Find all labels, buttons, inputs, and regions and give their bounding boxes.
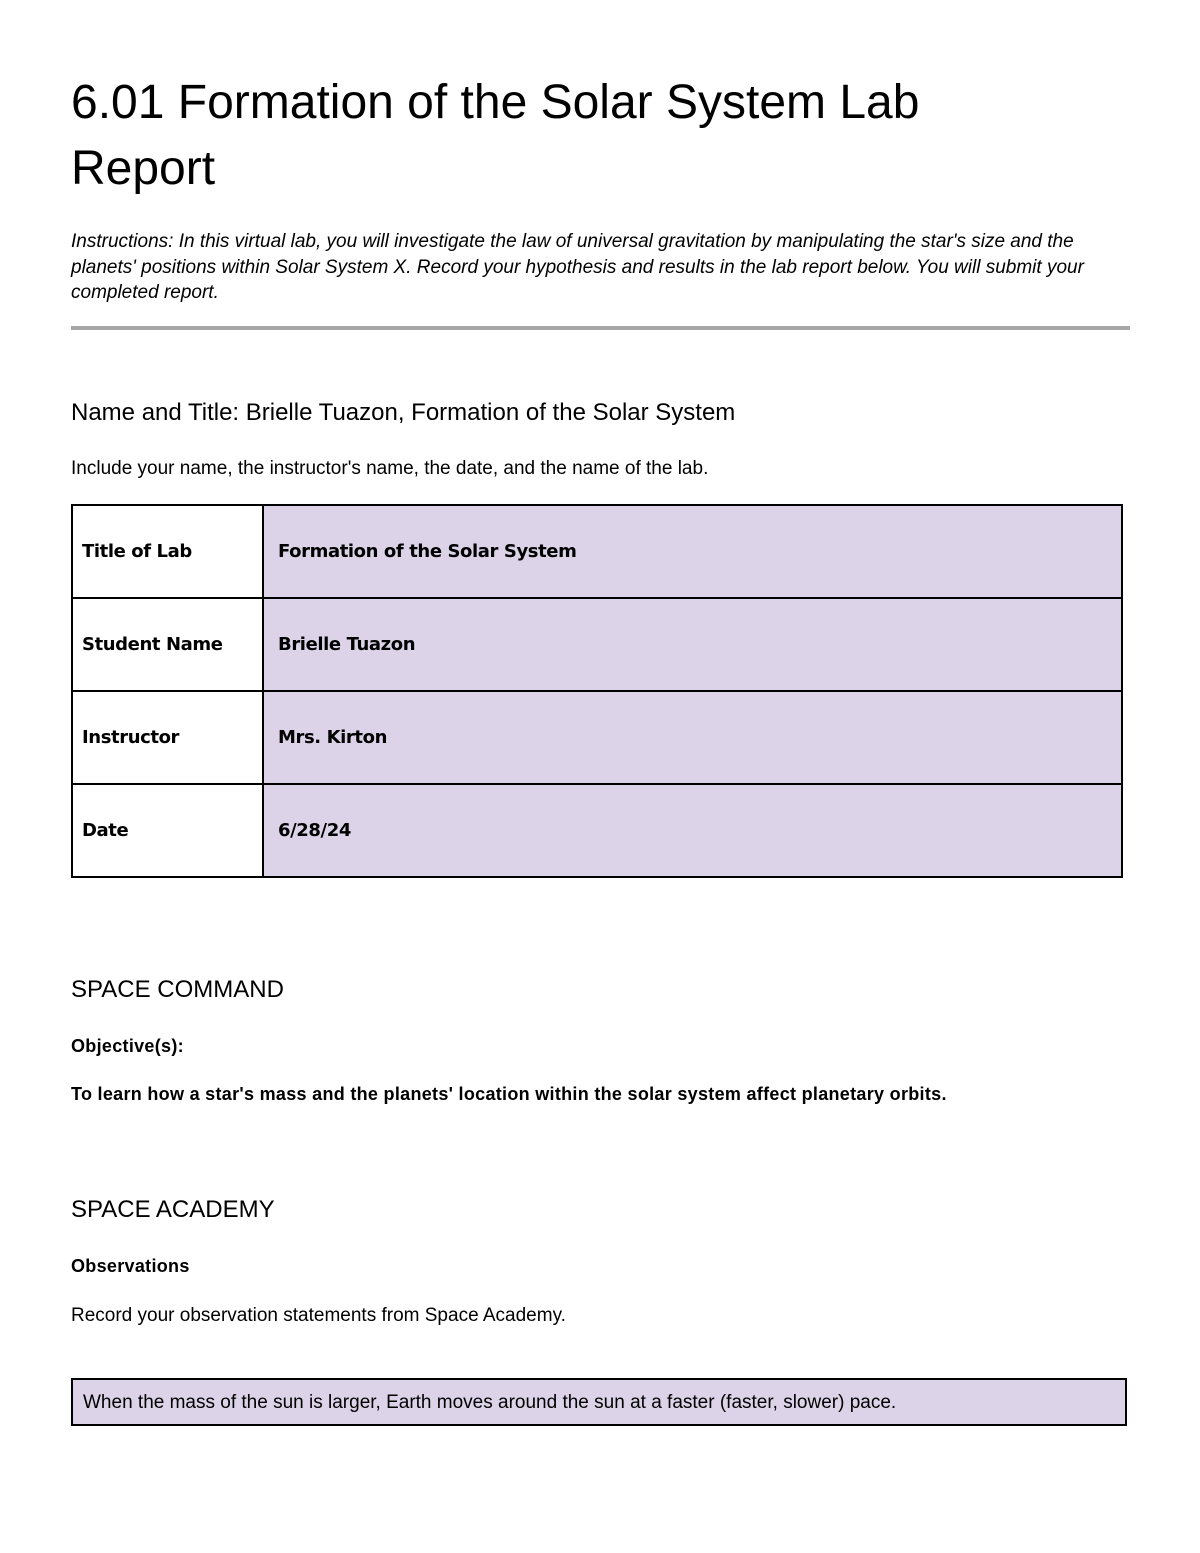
document-page bbox=[71, 0, 1131, 1553]
space-command-heading: SPACE COMMAND bbox=[71, 976, 284, 1003]
table-row bbox=[72, 505, 1122, 598]
objective-text: To learn how a star's mass and the planets' location within the solar system affect planetary orbits. bbox=[71, 1084, 947, 1104]
lab-info-table bbox=[71, 504, 1123, 878]
table-row bbox=[72, 784, 1122, 877]
student-name-value[interactable]: Brielle Tuazon bbox=[263, 598, 1122, 691]
instructor-label: Instructor bbox=[72, 691, 263, 784]
instructions-text: Instructions: In this virtual lab, you will investigate the law of universal gravitation by manipulating the star's size and the planets' positions within Solar System X. Record your hypothesis and results in the lab report below. You will submit your completed report. bbox=[71, 231, 1084, 303]
date-label: Date bbox=[72, 784, 263, 877]
horizontal-rule bbox=[71, 326, 1130, 330]
document-title: 6.01 Formation of the Solar System Lab Report bbox=[71, 76, 920, 195]
table-row bbox=[72, 598, 1122, 691]
observations-help-text: Record your observation statements from Space Academy. bbox=[71, 1305, 566, 1326]
objective-label: Objective(s): bbox=[71, 1036, 184, 1056]
name-section-help-text: Include your name, the instructor's name, the date, and the name of the lab. bbox=[71, 458, 709, 479]
observation-answer-box[interactable]: When the mass of the sun is larger, Earth moves around the sun at a faster (faster, slower) pace. bbox=[71, 1378, 1127, 1426]
space-academy-heading: SPACE ACADEMY bbox=[71, 1196, 275, 1223]
student-name-label: Student Name bbox=[72, 598, 263, 691]
date-value[interactable]: 6/28/24 bbox=[263, 784, 1122, 877]
name-and-title-heading: Name and Title: Brielle Tuazon, Formation of the Solar System bbox=[71, 399, 736, 426]
table-row bbox=[72, 691, 1122, 784]
instructor-value[interactable]: Mrs. Kirton bbox=[263, 691, 1122, 784]
observations-label: Observations bbox=[71, 1256, 190, 1276]
title-of-lab-value[interactable]: Formation of the Solar System bbox=[263, 505, 1122, 598]
title-of-lab-label: Title of Lab bbox=[72, 505, 263, 598]
